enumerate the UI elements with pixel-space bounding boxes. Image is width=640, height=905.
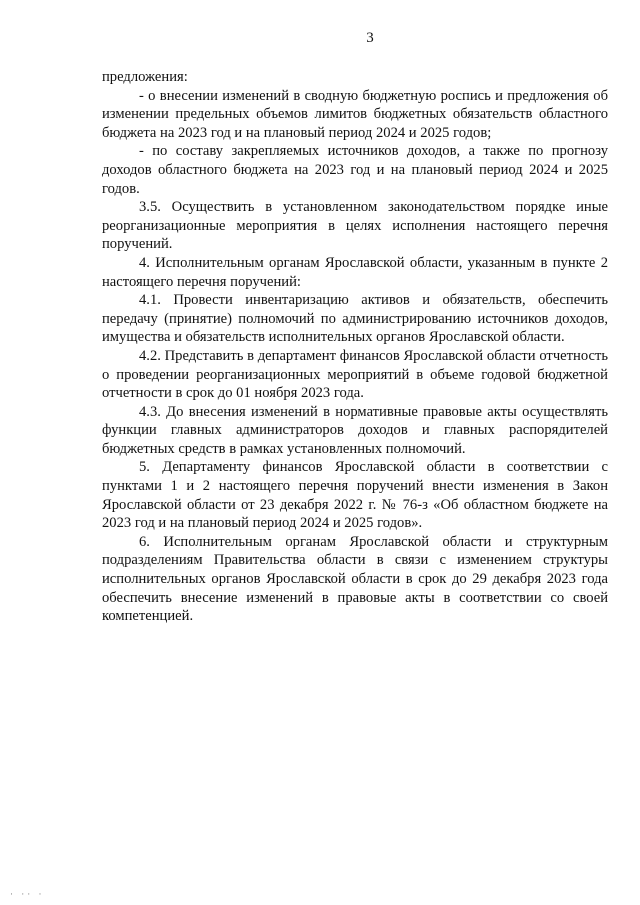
paragraph-4-3: 4.3. До внесения изменений в нормативные правовые акты осуществлять функции главных администраторов доходов и главных распорядителей бюджетных средств в рамках установленных полномочий.	[102, 403, 608, 457]
paragraph-4-1: 4.1. Провести инвентаризацию активов и обязательств, обеспечить передачу (принятие) полномочий по администрированию источников доходов, имущества и обязательств исполнительных органов Ярославской области.	[102, 292, 608, 346]
paragraph-intro: предложения:	[102, 69, 188, 85]
document-body	[102, 68, 608, 626]
scan-marks: · ·· ·	[10, 889, 45, 899]
paragraph-revenue-sources: - по составу закрепляемых источников доходов, а также по прогнозу доходов областного бюджета на 2023 год и на плановый период 2024 и 2025 годов.	[102, 143, 608, 197]
paragraph-4-2: 4.2. Представить в департамент финансов Ярославской области отчетность о проведении реорганизационных мероприятий в объеме годовой бюджетной отчетности в срок до 01 ноября 2023 года.	[102, 347, 608, 402]
paragraph-6: 6. Исполнительным органам Ярославской области и структурным подразделениям Правительства области в связи с изменением структуры исполнительных органов Ярославской области в срок до 29 декабря 2023 года обеспечить внесение изменений в правовые акты в соответствии со своей компетенцией.	[102, 533, 608, 625]
paragraph-4: 4. Исполнительным органам Ярославской области, указанным в пункте 2 настоящего перечня поручений:	[102, 254, 608, 290]
page-number: 3	[366, 30, 374, 46]
paragraph-5: 5. Департаменту финансов Ярославской области в соответствии с пунктами 1 и 2 настоящего перечня поручений внести изменения в Закон Ярославской области от 23 декабря 2022 г. № 76-з «Об областном бюджете на 2023 год и на плановый период 2024 и 2025 годов».	[102, 459, 608, 532]
paragraph-3-5: 3.5. Осуществить в установленном законодательством порядке иные реорганизационные мероприятия в целях исполнения настоящего перечня поручений.	[102, 199, 608, 253]
paragraph-budget-changes: - о внесении изменений в сводную бюджетную роспись и предложения об изменении предельных объемов лимитов бюджетных обязательств областного бюджета на 2023 год и на плановый период 2024 и 2025 годов;	[102, 87, 608, 141]
